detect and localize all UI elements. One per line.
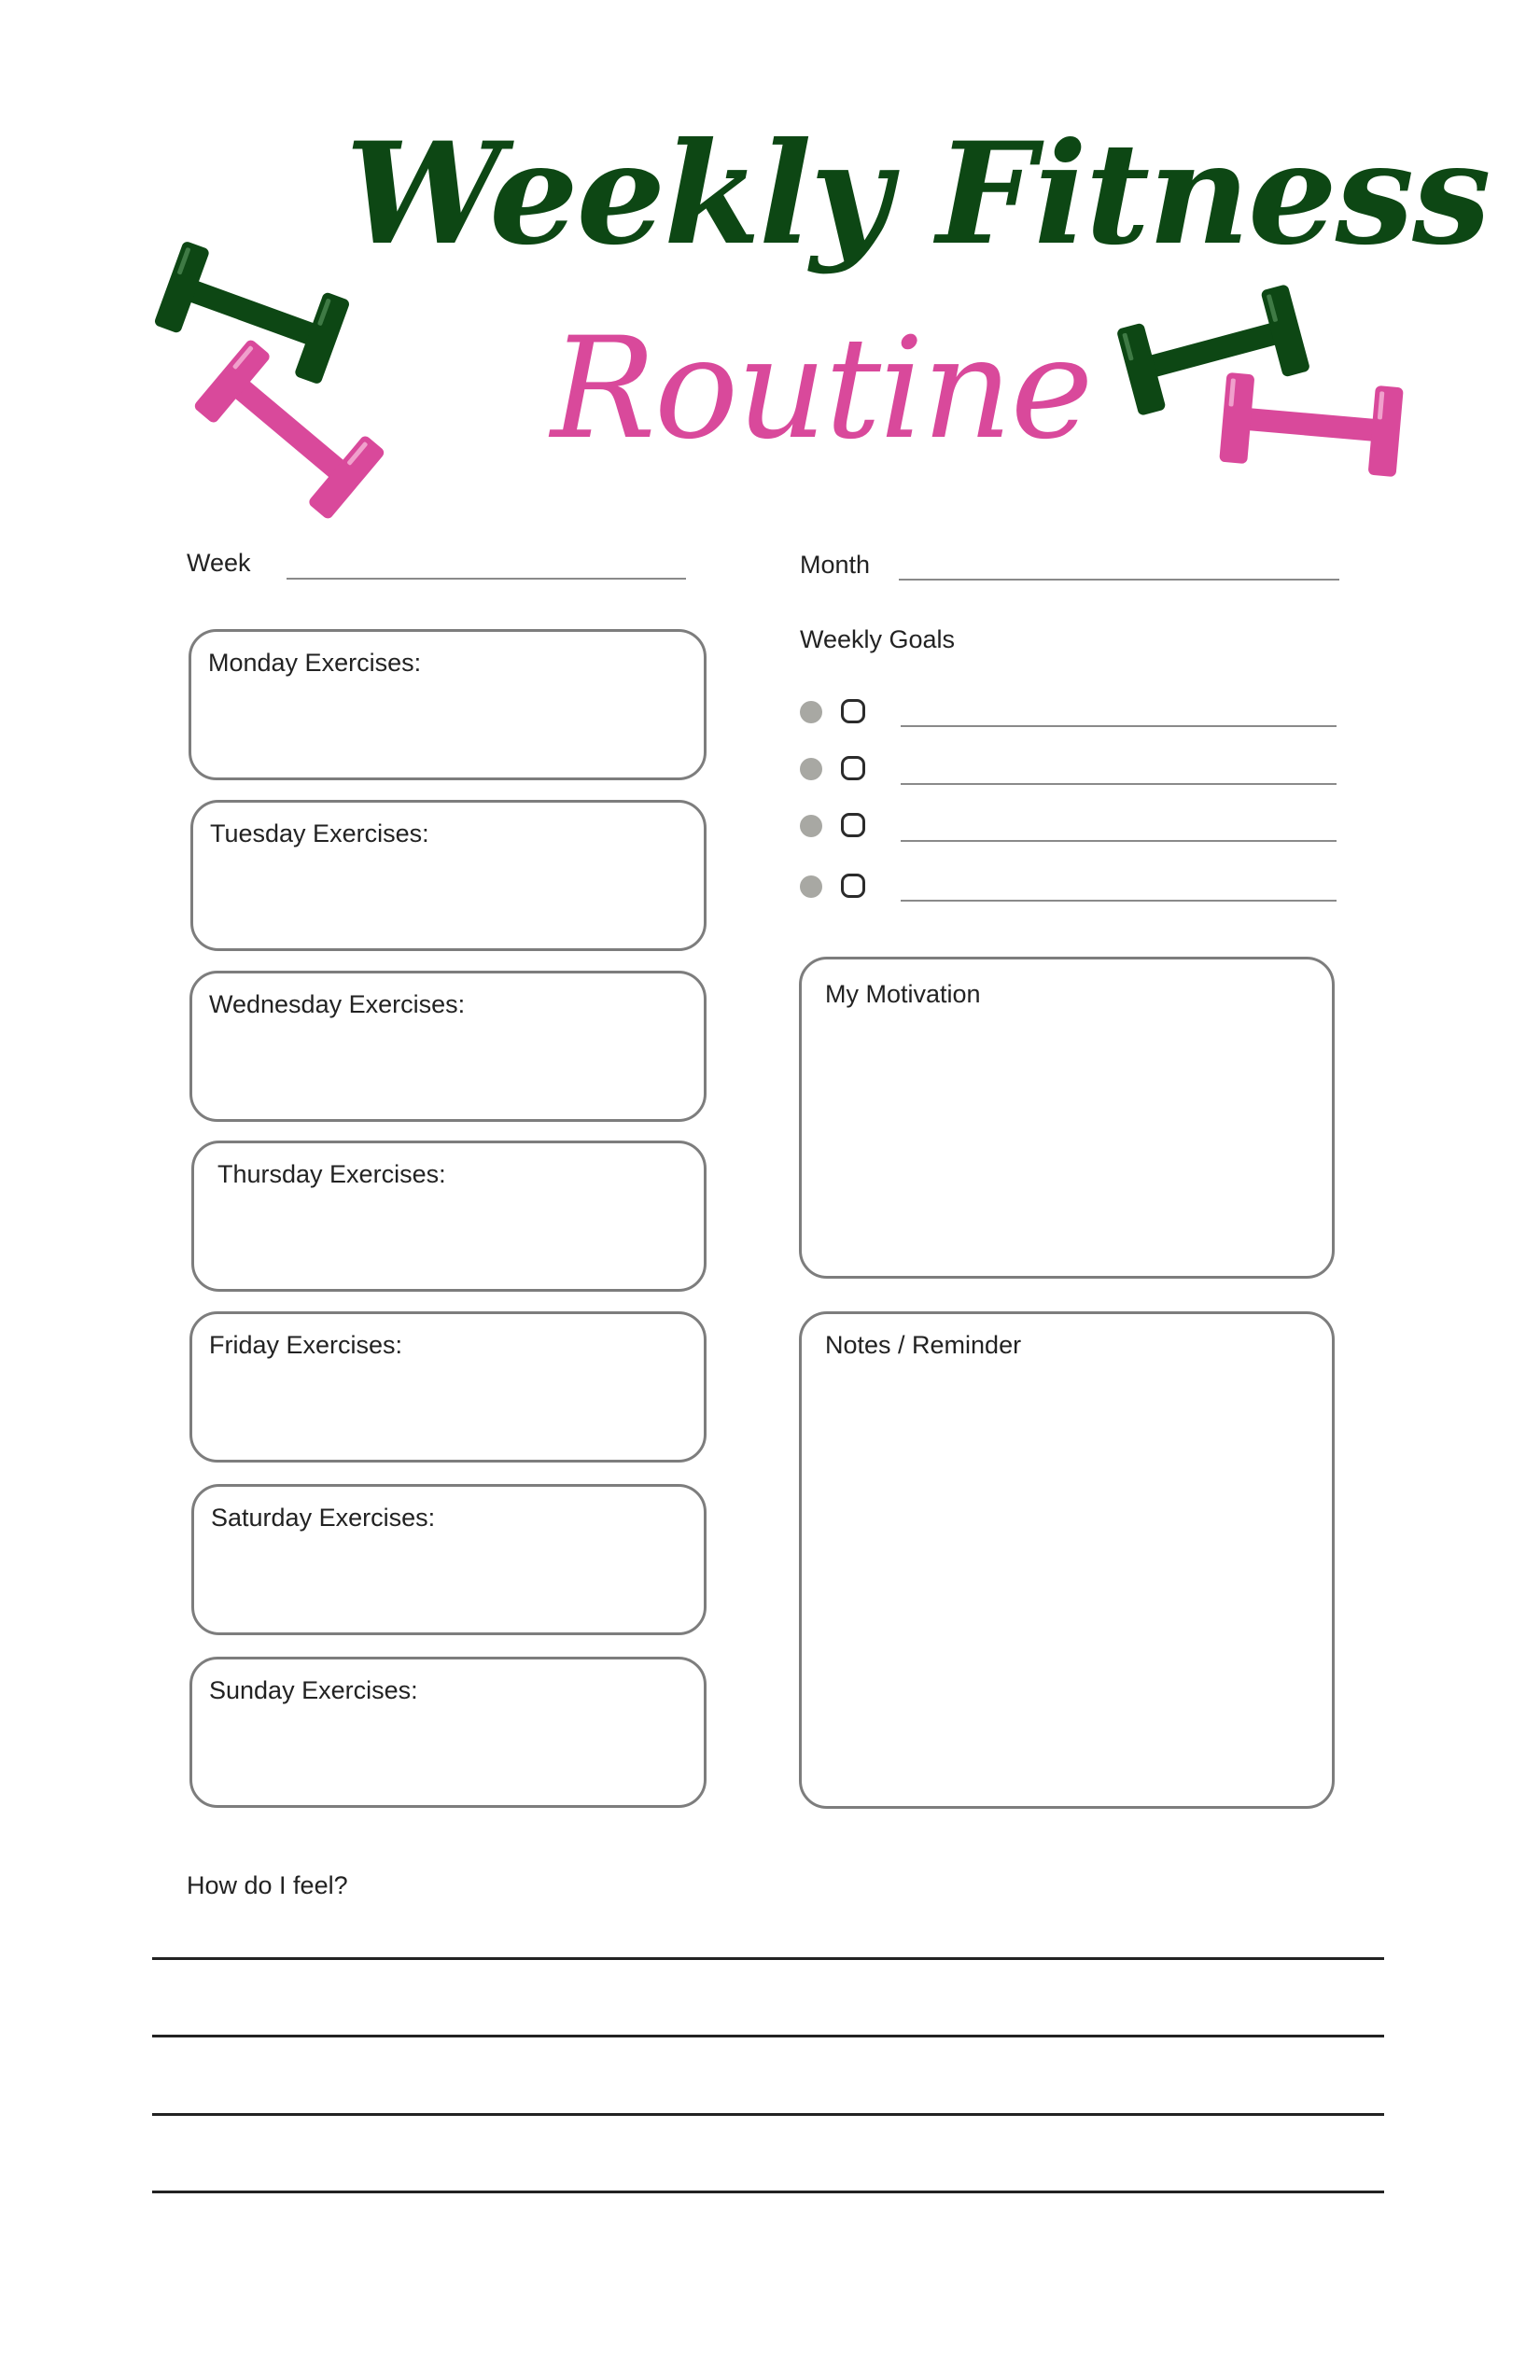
motivation-label: My Motivation — [825, 980, 981, 1008]
day-box-saturday[interactable] — [191, 1484, 707, 1635]
notes-box[interactable] — [799, 1311, 1335, 1809]
weekly-goals-label: Weekly Goals — [800, 625, 956, 653]
feel-input-line[interactable] — [152, 2191, 1384, 2193]
feel-input-line[interactable] — [152, 1957, 1384, 1960]
goal-input-line[interactable] — [901, 900, 1337, 902]
goal-checkbox[interactable] — [841, 699, 865, 723]
day-label: Monday Exercises: — [208, 649, 422, 677]
day-label: Friday Exercises: — [209, 1331, 403, 1359]
feel-input-line[interactable] — [152, 2113, 1384, 2116]
page-title: Weekly Fitness — [345, 112, 1490, 276]
dumbbell-icon-pink-right — [1209, 355, 1414, 495]
goal-checkbox[interactable] — [841, 813, 865, 837]
day-label: Sunday Exercises: — [209, 1676, 418, 1704]
feel-label: How do I feel? — [187, 1871, 348, 1899]
day-box-tuesday[interactable] — [190, 800, 707, 951]
goal-checkbox[interactable] — [841, 756, 865, 780]
week-input-line[interactable] — [287, 578, 686, 580]
day-box-thursday[interactable] — [191, 1141, 707, 1292]
month-label: Month — [800, 551, 871, 579]
day-label: Saturday Exercises: — [211, 1504, 436, 1532]
goal-bullet-icon — [800, 815, 822, 837]
day-label: Wednesday Exercises: — [209, 990, 466, 1018]
goal-input-line[interactable] — [901, 840, 1337, 842]
day-label: Thursday Exercises: — [217, 1160, 446, 1188]
day-box-sunday[interactable] — [189, 1657, 707, 1808]
day-box-friday[interactable] — [189, 1311, 707, 1463]
day-box-monday[interactable] — [189, 629, 707, 780]
month-input-line[interactable] — [899, 579, 1339, 581]
goal-checkbox[interactable] — [841, 874, 865, 898]
motivation-box[interactable] — [799, 957, 1335, 1279]
notes-label: Notes / Reminder — [825, 1331, 1022, 1359]
goal-bullet-icon — [800, 701, 822, 723]
goal-bullet-icon — [800, 758, 822, 780]
feel-input-line[interactable] — [152, 2035, 1384, 2037]
goal-input-line[interactable] — [901, 725, 1337, 727]
day-box-wednesday[interactable] — [189, 971, 707, 1122]
week-label: Week — [187, 549, 251, 577]
goal-bullet-icon — [800, 875, 822, 898]
page-subtitle: Routine — [551, 308, 1092, 470]
day-label: Tuesday Exercises: — [210, 819, 429, 847]
dumbbell-icon-pink-left — [187, 331, 392, 527]
goal-input-line[interactable] — [901, 783, 1337, 785]
